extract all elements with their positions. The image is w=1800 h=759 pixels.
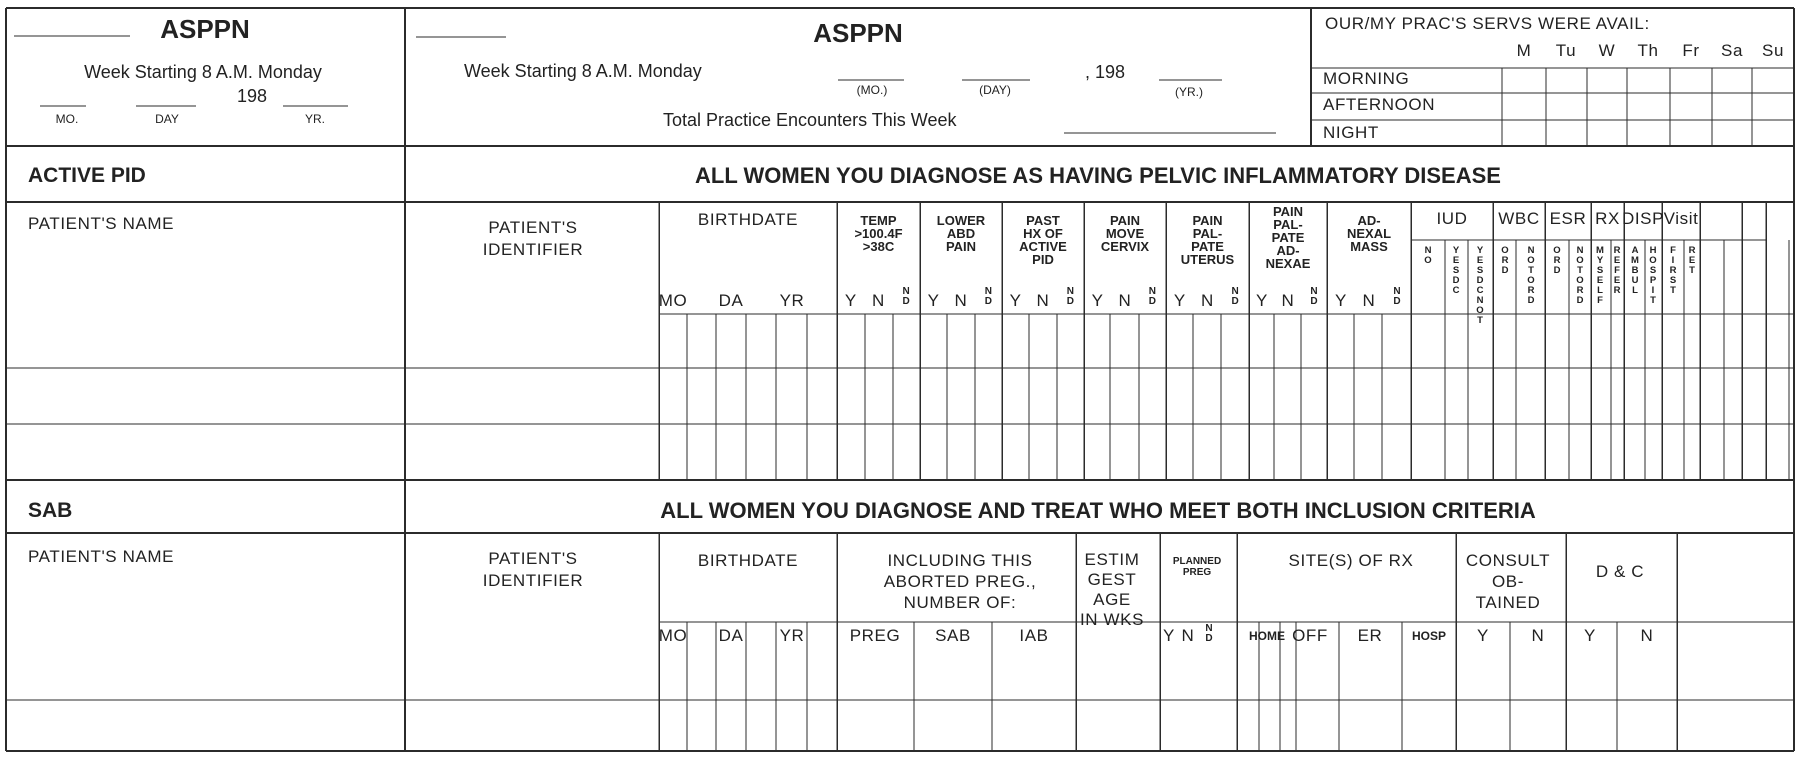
pid-iud-sub-3: Y E S D C N O T [1476, 245, 1484, 326]
sab-including-preg: PREG [849, 626, 901, 645]
sab-consult-obtained-header: CONSULT OB- TAINED [1465, 551, 1551, 612]
pid-nd-col: N D [984, 286, 992, 307]
center-form-title: ASPPN [813, 18, 903, 48]
center-year-prefix: , 198 [1085, 62, 1126, 82]
center-year-label: (YR.) [1175, 85, 1203, 99]
pid-nd-col: N D [1310, 286, 1318, 307]
pid-esr-sub-2: N O T O R D [1576, 245, 1584, 306]
sab-dc-n: N [1640, 626, 1654, 645]
sab-site-off: OFF [1292, 626, 1328, 645]
pid-esr-header: ESR [1549, 209, 1587, 228]
pid-wbc-header: WBC [1498, 209, 1540, 228]
pid-disp-sub-1: A M B U L [1631, 245, 1639, 296]
sab-dc-y: Y [1584, 626, 1596, 645]
sab-including-iab: IAB [1019, 626, 1049, 645]
pid-birth-yr: YR [779, 291, 805, 310]
pid-visit-header: Visit [1663, 209, 1699, 228]
pid-y-col: Y [1256, 291, 1268, 310]
pid-wbc-sub-1: O R D [1501, 245, 1509, 276]
availability-day-sa: Sa [1721, 41, 1743, 60]
pid-n-col: N [1201, 291, 1214, 310]
pid-esr-sub-1: O R D [1553, 245, 1561, 276]
pid-iud-header: IUD [1436, 209, 1468, 228]
pid-section-label: ACTIVE PID [28, 164, 146, 187]
availability-title: OUR/MY PRAC'S SERVS WERE AVAIL: [1325, 14, 1650, 33]
availability-day-w: W [1598, 41, 1616, 60]
availability-day-tu: Tu [1555, 41, 1577, 60]
pid-patient-name-header: PATIENT'S NAME [28, 214, 175, 233]
pid-iud-sub-1: N O [1424, 245, 1432, 266]
pid-rx-sub-1: M Y S E L F [1596, 245, 1604, 306]
sab-birth-mo: MO [658, 626, 688, 645]
pid-nd-col: N D [1066, 286, 1074, 307]
pid-birth-mo: MO [658, 291, 688, 310]
pid-n-col: N [1036, 291, 1050, 310]
sab-birthdate-header: BIRTHDATE [697, 551, 799, 570]
sab-planned-n: N [1181, 626, 1195, 645]
pid-n-col: N [954, 291, 968, 310]
pid-rx-header: RX [1595, 209, 1620, 228]
left-day-label: DAY [155, 112, 179, 126]
pid-y-col: Y [927, 291, 940, 310]
pid-disp-header: DISP [1621, 209, 1665, 228]
pid-n-col: N [1362, 291, 1376, 310]
left-week-label: Week Starting 8 A.M. Monday [84, 62, 322, 82]
pid-criterion-header-3: PAST HX OF ACTIVE PID [1019, 213, 1067, 267]
pid-criterion-header-5: PAIN PAL- PATE UTERUS [1180, 213, 1235, 267]
pid-birth-da: DA [718, 291, 744, 310]
pid-y-col: Y [1009, 291, 1022, 310]
sab-planned-nd: N D [1205, 623, 1213, 644]
sab-section-title: ALL WOMEN YOU DIAGNOSE AND TREAT WHO MEET BOTH INCLUSION CRITERIA [660, 498, 1536, 523]
center-day-label: (DAY) [979, 83, 1011, 97]
sab-dc-header: D & C [1595, 562, 1645, 581]
pid-y-col: Y [1335, 291, 1347, 310]
pid-disp-sub-2: H O S P I T [1649, 245, 1657, 306]
pid-n-col: N [872, 291, 885, 310]
pid-criterion-header-7: AD- NEXAL MASS [1346, 213, 1392, 254]
left-form-title: ASPPN [160, 14, 250, 44]
sab-including-sab: SAB [935, 626, 971, 645]
sab-section-label: SAB [28, 499, 73, 522]
pid-y-col: Y [844, 291, 857, 310]
availability-row-night: NIGHT [1323, 123, 1379, 142]
sab-site-er: ER [1357, 626, 1383, 645]
left-year-prefix: 198 [237, 86, 268, 106]
pid-nd-col: N D [1393, 286, 1401, 307]
sab-including-header: INCLUDING THIS ABORTED PREG., NUMBER OF: [883, 551, 1037, 612]
availability-day-fr: Fr [1682, 41, 1700, 60]
pid-iud-sub-2: Y E S D C [1452, 245, 1460, 296]
pid-criterion-header-2: LOWER ABD PAIN [936, 213, 986, 254]
sab-estim-gest-age-header: ESTIM GEST AGE IN WKS [1079, 550, 1145, 629]
pid-criterion-header-1: TEMP >100.4F >38C [854, 213, 903, 254]
center-week-label: Week Starting 8 A.M. Monday [464, 61, 702, 81]
sab-planned-preg-header: PLANNED PREG [1172, 556, 1222, 578]
sab-site-hosp: HOSP [1411, 629, 1447, 643]
pid-y-col: Y [1091, 291, 1104, 310]
sab-consult-y: Y [1477, 626, 1489, 645]
sab-patient-name-header: PATIENT'S NAME [28, 547, 175, 566]
sab-birth-da: DA [718, 626, 744, 645]
sab-planned-y: Y [1163, 626, 1175, 645]
sab-consult-n: N [1531, 626, 1545, 645]
left-year-label: YR. [304, 112, 326, 126]
pid-section-title: ALL WOMEN YOU DIAGNOSE AS HAVING PELVIC INFLAMMATORY DISEASE [695, 163, 1501, 188]
pid-criterion-header-4: PAIN MOVE CERVIX [1100, 213, 1150, 254]
pid-criterion-header-6: PAIN PAL- PATE AD- NEXAE [1265, 204, 1311, 271]
availability-row-morning: MORNING [1323, 69, 1410, 88]
pid-n-col: N [1281, 291, 1295, 310]
pid-rx-sub-2: R E F E R [1613, 245, 1621, 296]
pid-wbc-sub-2: N O T O R D [1527, 245, 1535, 306]
pid-birthdate-header: BIRTHDATE [697, 210, 799, 229]
sab-site-home: HOME [1249, 629, 1285, 643]
availability-day-su: Su [1762, 41, 1784, 60]
left-month-label: MO. [55, 112, 79, 126]
availability-row-afternoon: AFTERNOON [1323, 95, 1436, 114]
pid-nd-col: N D [902, 286, 910, 307]
sab-patient-identifier-header: PATIENT'S IDENTIFIER [482, 549, 584, 590]
pid-nd-col: N D [1231, 286, 1239, 307]
pid-visit-sub-2: R E T [1688, 245, 1696, 276]
pid-visit-sub-1: F I R S T [1669, 245, 1677, 296]
availability-day-m: M [1516, 41, 1532, 60]
center-month-label: (MO.) [856, 83, 888, 97]
availability-day-th: Th [1637, 41, 1659, 60]
sab-birth-yr: YR [779, 626, 805, 645]
pid-patient-identifier-header: PATIENT'S IDENTIFIER [482, 218, 584, 259]
pid-y-col: Y [1173, 291, 1186, 310]
pid-n-col: N [1118, 291, 1132, 310]
sab-sites-of-rx-header: SITE(S) OF RX [1288, 551, 1414, 570]
pid-nd-col: N D [1148, 286, 1156, 307]
encounters-label: Total Practice Encounters This Week [663, 110, 957, 130]
